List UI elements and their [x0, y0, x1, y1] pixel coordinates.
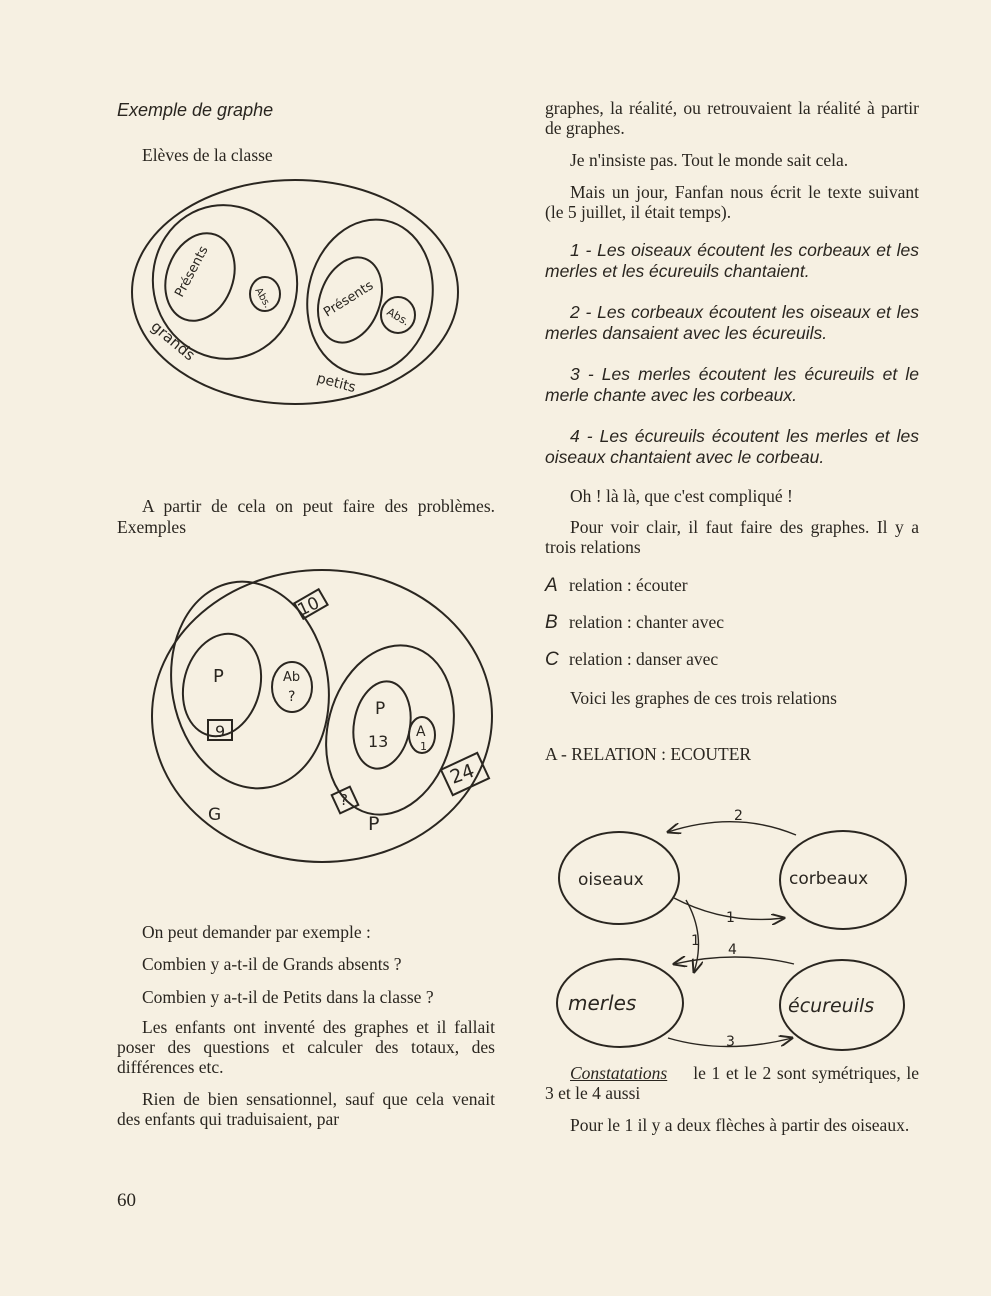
petits-label: petits: [314, 370, 358, 397]
relation-c: [545, 649, 919, 671]
right-column: [545, 98, 919, 764]
p-label: P: [368, 813, 380, 835]
right-total-value: 24: [447, 759, 478, 789]
class-counts-diagram: [150, 560, 500, 880]
sentence-3: 3 - Les merles écoutent les écureuils et le merle chante avec les corbeaux.: [545, 364, 919, 405]
grands-label: grands: [147, 317, 199, 365]
oh-exclamation: Oh ! là là, que c'est compliqué !: [570, 486, 793, 506]
question-petits: Combien y a-t-il de Petits dans la classe ?: [142, 987, 434, 1007]
relation-a-text: relation : écouter: [569, 575, 688, 595]
arrow-2: [668, 822, 796, 835]
grands-presents-label: Présents: [172, 243, 212, 300]
label-1-merles: 1: [691, 933, 700, 949]
graphs-intro: Voici les graphes de ces trois relations: [570, 688, 837, 708]
question-grands-absents: Combien y a-t-il de Grands absents ?: [142, 954, 402, 974]
relation-listen-graph: [556, 800, 911, 1060]
a-right-num: 1: [420, 740, 427, 753]
relation-section-title: A - RELATION : ECOUTER: [545, 744, 752, 764]
petits-abs-label: Abs.: [384, 305, 412, 329]
relation-b-text: relation : chanter avec: [569, 612, 724, 632]
ab-left-label: Ab: [283, 670, 301, 685]
label-3: 3: [726, 1034, 735, 1050]
grands-abs-label: Abs.: [252, 286, 273, 311]
oiseaux-label: oiseaux: [578, 870, 644, 890]
sentence-4: 4 - Les écureuils écoutent les merles et les oiseaux chantaient avec le corbeau.: [545, 426, 919, 467]
arrow-4: [674, 957, 794, 964]
relation-a: [545, 575, 919, 597]
constatations-text: le 1 et le 2 sont symétriques, le 3 et le 4 aussi: [545, 1063, 919, 1103]
relation-b-letter: B: [545, 612, 558, 633]
a-right-label: A: [416, 724, 426, 740]
grands-presents-ellipse: [154, 223, 247, 330]
page-number: 60: [117, 1190, 136, 1211]
left-column: [117, 98, 495, 165]
sentence-1: 1 - Les oiseaux écoutent les corbeaux et les merles et les écureuils chantaient.: [545, 240, 919, 281]
p-left-label: P: [213, 666, 224, 687]
section-heading: Exemple de graphe: [117, 100, 274, 120]
no-insist-paragraph: Je n'insiste pas. Tout le monde sait cela.: [570, 150, 849, 170]
example-question-intro: On peut demander par exemple :: [142, 922, 371, 942]
constatations-paragraph: [545, 1063, 919, 1103]
p-ellipse: [308, 631, 472, 829]
label-2: 2: [734, 808, 743, 824]
merles-label: merles: [568, 991, 637, 1015]
graphs-reality-paragraph: graphes, la réalité, ou retrouvaient la réalité à partir de graphes.: [545, 98, 919, 138]
class-sets-diagram: [130, 172, 470, 422]
outer-ellipse: [152, 570, 492, 862]
two-arrows-paragraph: Pour le 1 il y a deux flèches à partir des oiseaux.: [570, 1115, 910, 1135]
left-bottom-text: [117, 922, 495, 1129]
sentence-2: 2 - Les corbeaux écoutent les oiseaux et les merles dansaient avec les écureuils.: [545, 302, 919, 343]
g-count-value: 9: [215, 722, 226, 741]
p-right-count: 13: [368, 732, 389, 751]
p-presents-ellipse: [347, 677, 417, 773]
children-paragraph: Les enfants ont inventé des graphes et il fallait poser des questions et calculer des totaux, des différences etc.: [117, 1017, 495, 1077]
fanfan-paragraph: Mais un jour, Fanfan nous écrit le texte suivant (le 5 juillet, il était temps).: [545, 182, 919, 222]
sensational-paragraph: Rien de bien sensationnel, sauf que cela venait des enfants qui traduisaient, par: [117, 1089, 495, 1129]
right-bottom-text: [545, 1063, 919, 1135]
relation-c-letter: C: [545, 649, 559, 670]
ecureuils-label: écureuils: [788, 995, 875, 1017]
g-label: G: [208, 805, 222, 825]
p-right-label: P: [375, 699, 386, 719]
relation-b: [545, 612, 919, 634]
ab-left-q: ?: [288, 689, 296, 705]
total-value: 10: [294, 593, 323, 621]
q-box-value: ?: [340, 791, 348, 809]
constatations-label: Constatations: [570, 1063, 668, 1083]
corbeaux-label: corbeaux: [789, 869, 869, 889]
petits-presents-label: Présents: [321, 278, 377, 321]
relation-a-letter: A: [545, 575, 558, 596]
label-1-corbeaux: 1: [726, 910, 735, 926]
problems-paragraph: A partir de cela on peut faire des problèmes. Exemples: [117, 496, 495, 537]
label-4: 4: [728, 942, 737, 958]
three-relations-paragraph: Pour voir clair, il faut faire des graphes. Il y a trois relations: [545, 517, 919, 557]
diagram1-caption: Elèves de la classe: [142, 145, 273, 165]
relation-c-text: relation : danser avec: [569, 649, 719, 669]
